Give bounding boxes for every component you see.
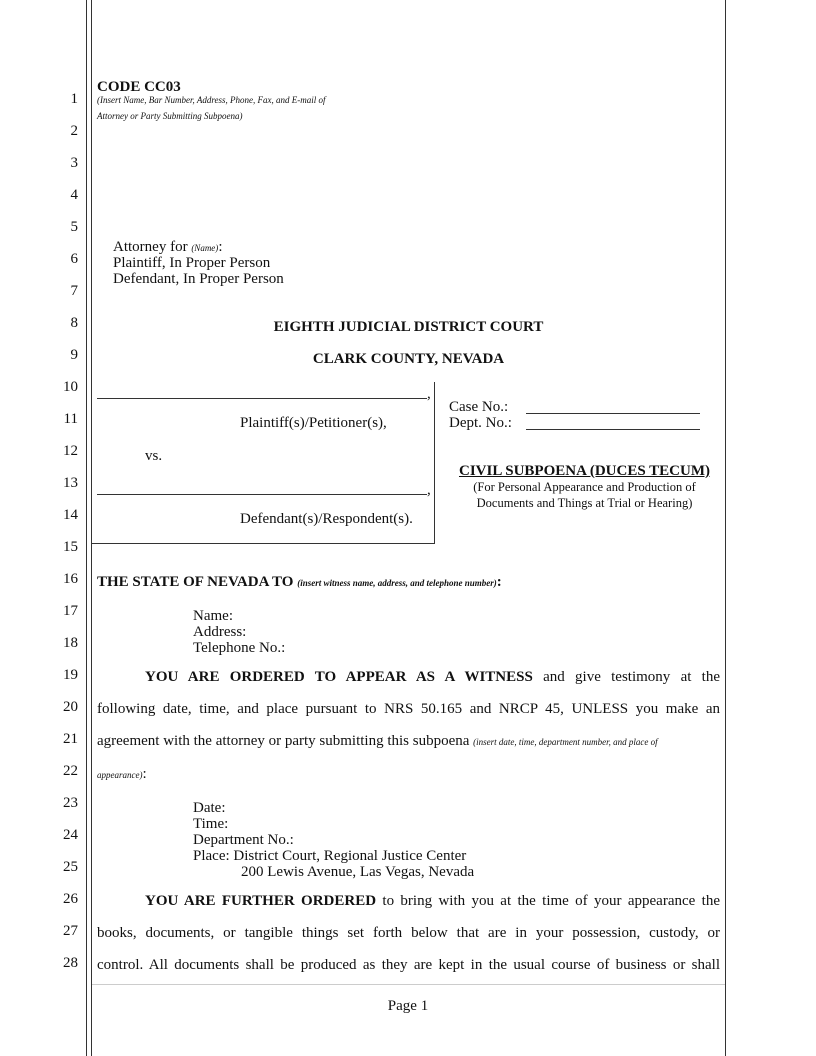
order2-line2: books, documents, or tangible things set forth below that are in your possession, custody, or: [97, 925, 720, 941]
line-number: 16: [63, 571, 78, 587]
witness-name-label: Name:: [193, 608, 233, 624]
insert-instructions-2: Attorney or Party Submitting Subpoena): [97, 111, 243, 121]
line-number: 27: [63, 923, 78, 939]
line-number: 24: [63, 827, 78, 843]
line-number: 3: [70, 155, 78, 171]
order1-line1: [97, 669, 720, 685]
line-number: 12: [63, 443, 78, 459]
line-number: 2: [70, 123, 78, 139]
order2-bold: YOU ARE FURTHER ORDERED: [145, 893, 377, 909]
line-number: 7: [70, 283, 78, 299]
witness-telephone-label: Telephone No.:: [193, 640, 286, 656]
line-number: 1: [70, 91, 78, 107]
witness-address-label: Address:: [193, 624, 247, 640]
witness-hint: (insert witness name, address, and telephone number): [297, 578, 497, 588]
line-number: 5: [70, 219, 78, 235]
line-number: 8: [70, 315, 78, 331]
state-of-nevada-line: [97, 574, 502, 591]
line-number: 14: [63, 507, 78, 523]
order1-line4: [97, 765, 147, 783]
line-number: 23: [63, 795, 78, 811]
order1-line2: following date, time, and place pursuant to NRS 50.165 and NRCP 45, UNLESS you make an: [97, 701, 720, 717]
left-margin-rule-outer: [86, 0, 87, 1056]
order1-line3: [97, 733, 720, 750]
dept-no-field[interactable]: [526, 429, 700, 430]
dept-no-label: Dept. No.:: [449, 415, 512, 431]
vs-label: vs.: [145, 448, 163, 464]
order2-line3: control. All documents shall be produced as they are kept in the usual course of business or shall: [97, 957, 720, 973]
line-number: 21: [63, 731, 78, 747]
insert-instructions-1: (Insert Name, Bar Number, Address, Phone, Fax, and E-mail of: [97, 95, 326, 105]
line-number: 18: [63, 635, 78, 651]
order2-line1: [97, 893, 720, 909]
line-number: 26: [63, 891, 78, 907]
caption-comma-1: ,: [427, 386, 431, 402]
plaintiff-in-proper-person: Plaintiff, In Proper Person: [113, 255, 271, 271]
line-number: 11: [63, 411, 78, 427]
defendant-blank-line: [97, 494, 427, 495]
attorney-colon: :: [218, 239, 223, 255]
attorney-name-hint: (Name): [191, 243, 219, 253]
line-number: 22: [63, 763, 78, 779]
line-number: 4: [70, 187, 78, 203]
line-number: 17: [63, 603, 78, 619]
line-number: 9: [70, 347, 78, 363]
caption-box-bottom-border: [91, 543, 435, 544]
subpoena-title: CIVIL SUBPOENA (DUCES TECUM): [458, 463, 710, 479]
appearance-time-label: Time:: [193, 816, 229, 832]
order2-line1-rest: to bring with you at the time of your appearance the: [382, 893, 720, 909]
caption-comma-2: ,: [427, 482, 431, 498]
attorney-for-label: Attorney for: [113, 239, 188, 255]
line-number: 13: [63, 475, 78, 491]
case-no-label: Case No.:: [449, 399, 509, 415]
footer-rule: [92, 984, 725, 985]
plaintiff-label: Plaintiff(s)/Petitioner(s),: [240, 415, 387, 431]
appearance-place-label: Place: District Court, Regional Justice Center: [193, 848, 467, 864]
plaintiff-blank-line: [97, 398, 427, 399]
line-number: 20: [63, 699, 78, 715]
order1-hint-1: (insert date, time, department number, and place of: [473, 737, 658, 747]
line-number: 28: [63, 955, 78, 971]
line-number: 25: [63, 859, 78, 875]
court-county: CLARK COUNTY, NEVADA: [312, 351, 505, 367]
line-number: 6: [70, 251, 78, 267]
state-to-label: THE STATE OF NEVADA TO: [97, 574, 294, 590]
page-number: Page 1: [387, 998, 429, 1014]
subpoena-subtitle-1: (For Personal Appearance and Production of: [473, 480, 696, 494]
line-number: 10: [63, 379, 78, 395]
right-margin-rule: [725, 0, 726, 1056]
defendant-label: Defendant(s)/Respondent(s).: [240, 511, 413, 527]
court-name: EIGHTH JUDICIAL DISTRICT COURT: [273, 319, 544, 335]
attorney-for-line: [113, 239, 222, 256]
caption-box-right-border: [434, 382, 435, 544]
appearance-date-label: Date:: [193, 800, 226, 816]
order1-hint-2: appearance): [97, 770, 143, 780]
appearance-dept-label: Department No.:: [193, 832, 294, 848]
left-margin-rule-inner: [91, 0, 92, 1056]
subpoena-subtitle-2: Documents and Things at Trial or Hearing): [476, 496, 693, 510]
line-number: 15: [63, 539, 78, 555]
order1-colon: :: [142, 766, 147, 782]
defendant-in-proper-person: Defendant, In Proper Person: [113, 271, 284, 287]
line-number: 19: [63, 667, 78, 683]
appearance-place-address: 200 Lewis Avenue, Las Vegas, Nevada: [241, 864, 475, 880]
case-no-field[interactable]: [526, 413, 700, 414]
witness-colon: :: [496, 574, 502, 590]
order1-line1-rest: and give testimony at the: [543, 669, 720, 685]
order1-line3-text: agreement with the attorney or party submitting this subpoena: [97, 733, 470, 749]
order1-bold: YOU ARE ORDERED TO APPEAR AS A WITNESS: [145, 669, 533, 685]
form-code: CODE CC03: [97, 79, 181, 95]
